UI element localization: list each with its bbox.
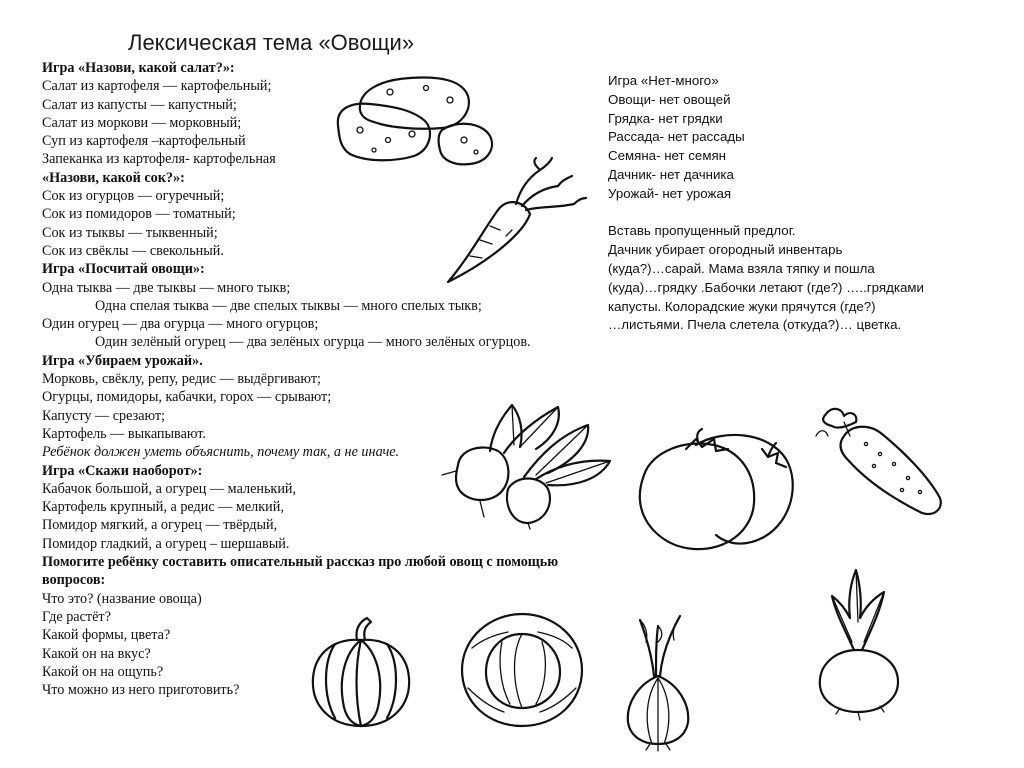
- game3-line: Одна тыква — две тыквы — много тыкв;: [42, 279, 291, 296]
- story-question: Какой он на ощупь?: [42, 663, 164, 680]
- cabbage-drawing: [458, 608, 588, 730]
- game1-line: Салат из моркови — морковный;: [42, 114, 242, 131]
- game5-line: Картофель крупный, а редис — мелкий,: [42, 499, 284, 516]
- beets-drawing: [440, 395, 615, 530]
- nomany-line: Рассада- нет рассады: [608, 129, 745, 145]
- game4-note: Ребёнок должен уметь объяснить, почему так, а не иначе.: [42, 444, 400, 461]
- nomany-line: Урожай- нет урожая: [608, 185, 732, 201]
- turnip-drawing: [810, 562, 910, 722]
- game4-heading: Игра «Убираем урожай».: [42, 352, 203, 369]
- game2-line: Сок из свёклы — свекольный.: [42, 242, 224, 259]
- story-question: Что это? (название овоща): [42, 590, 202, 607]
- tomatoes-drawing: [636, 425, 801, 555]
- game2-line: Сок из тыквы — тыквенный;: [42, 224, 218, 241]
- game4-line: Капусту — срезают;: [42, 407, 166, 424]
- story-question: Какой формы, цвета?: [42, 627, 171, 644]
- story-question: Что можно из него приготовить?: [42, 682, 240, 699]
- game4-line: Огурцы, помидоры, кабачки, горох — срывают;: [42, 389, 332, 406]
- game3-line: Один зелёный огурец — два зелёных огурца — много зелёных огурцов.: [95, 334, 531, 351]
- preposition-line: капусты. Колорадские жуки прячутся (где?): [608, 298, 876, 314]
- game3-heading: Игра «Посчитай овощи»:: [42, 261, 205, 278]
- page-title: Лексическая тема «Овощи»: [128, 30, 415, 55]
- pumpkin-drawing: [305, 612, 420, 732]
- game2-line: Сок из помидоров — томатный;: [42, 206, 236, 223]
- nomany-line: Грядка- нет грядки: [608, 110, 723, 126]
- nomany-line: Овощи- нет овощей: [608, 91, 731, 107]
- game1-heading: Игра «Назови, какой салат?»:: [42, 60, 235, 76]
- game1-line: Суп из картофеля –картофельный: [42, 133, 246, 150]
- game3-line: Одна спелая тыква — две спелых тыквы — много спелых тыкв;: [95, 297, 482, 314]
- preposition-heading: Вставь пропущенный предлог.: [608, 223, 796, 239]
- game5-line: Помидор гладкий, а огурец – шершавый.: [42, 535, 290, 552]
- preposition-line: Дачник убирает огородный инвентарь: [608, 242, 843, 258]
- cucumber-drawing: [808, 400, 948, 520]
- preposition-line: (куда)…грядку .Бабочки летают (где?) …..грядками: [608, 279, 924, 295]
- nomany-heading: Игра «Нет-много»: [608, 73, 719, 88]
- game5-heading: Игра «Скажи наоборот»:: [42, 462, 203, 479]
- preposition-line: …листьями. Пчела слетела (откуда?)… цветка.: [608, 317, 902, 333]
- game5-line: Кабачок большой, а огурец — маленький,: [42, 480, 297, 497]
- game5-line: Помидор мягкий, а огурец — твёрдый,: [42, 517, 278, 534]
- nomany-line: Дачник- нет дачника: [608, 166, 734, 182]
- story-question: Где растёт?: [42, 608, 111, 625]
- carrot-drawing: [440, 160, 590, 290]
- game1-line: Салат из картофеля — картофельный;: [42, 78, 272, 95]
- game4-line: Картофель — выкапывают.: [42, 425, 206, 442]
- story-heading: Помогите ребёнку составить описательный рассказ про любой овощ с помощью вопросов:: [42, 554, 559, 589]
- game4-line: Морковь, свёклу, репу, редис — выдёргивают;: [42, 371, 321, 388]
- onion-drawing: [618, 612, 698, 752]
- game3-line: Один огурец — два огурца — много огурцов;: [42, 316, 319, 333]
- right-column: [608, 72, 978, 335]
- game2-heading: «Назови, какой сок?»:: [42, 169, 185, 186]
- game1-line: Запеканка из картофеля- картофельная: [42, 151, 276, 168]
- nomany-line: Семяна- нет семян: [608, 148, 727, 164]
- game2-line: Сок из огурцов — огуречный;: [42, 188, 225, 205]
- preposition-line: (куда?)…сарай. Мама взяла тяпку и пошла: [608, 260, 875, 276]
- game1-line: Салат из капусты — капустный;: [42, 96, 237, 113]
- potatoes-drawing: [330, 70, 500, 170]
- story-question: Какой он на вкус?: [42, 645, 151, 662]
